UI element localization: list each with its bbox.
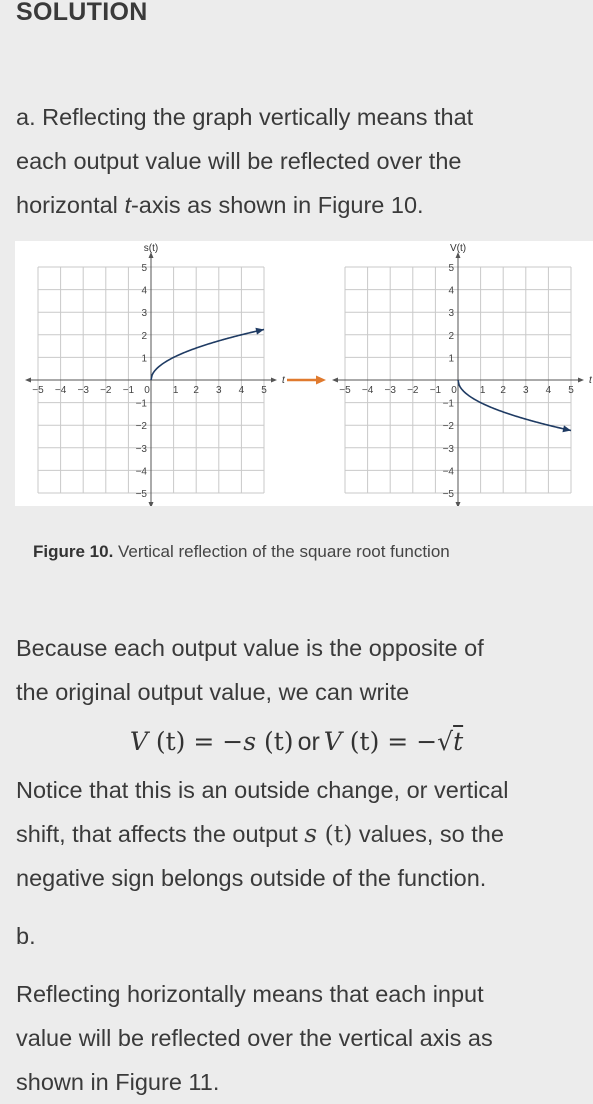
- eq-s: s: [243, 727, 257, 756]
- right-graph-y-tick-label: −1: [442, 398, 454, 410]
- left-graph-y-tick-label: −3: [135, 443, 147, 455]
- eq-t: t: [453, 727, 464, 756]
- right-graph-x-tick-label: 2: [500, 385, 506, 396]
- body1-line-1: Because each output value is the opposite of: [16, 635, 484, 661]
- eq-arg-3: (t) = −√: [341, 727, 454, 756]
- t-variable: t: [124, 192, 131, 218]
- left-graph-y-tick-label: −5: [135, 489, 147, 500]
- left-graph-y-tick-label: 1: [141, 353, 147, 365]
- right-graph-y-tick-label: −2: [442, 421, 454, 433]
- left-graph-y-tick-label: −1: [135, 398, 147, 410]
- left-graph-x-tick-label: −4: [54, 385, 67, 396]
- part-b-line-1: Reflecting horizontally means that each input: [16, 981, 484, 1007]
- left-graph-y-label: s(t): [143, 243, 159, 254]
- right-graph-x-tick-label: 4: [545, 385, 552, 396]
- caption-label: Figure 10.: [33, 542, 114, 561]
- right-graph-y-label: V(t): [449, 243, 467, 254]
- left-graph-x-label: t: [282, 375, 285, 386]
- right-graph-x-tick-label: −2: [407, 385, 419, 396]
- right-graph-y-tick-label: 3: [448, 308, 454, 320]
- right-graph-y-tick-label: 5: [448, 263, 454, 274]
- caption-text: Vertical reflection of the square root function: [113, 542, 450, 561]
- left-graph-y-tick-label: 4: [141, 285, 147, 297]
- figure-10-graphs: [15, 241, 593, 506]
- right-graph-x-tick-label: 0: [451, 385, 457, 396]
- right-graph-x-tick-label: −3: [384, 385, 396, 396]
- solution-heading: SOLUTION: [16, 0, 148, 26]
- left-graph-x-tick-label: 5: [261, 385, 267, 396]
- eq-arg-2: (t): [256, 727, 294, 756]
- left-graph-x-tick-label: −3: [77, 385, 89, 396]
- right-graph-y-tick-label: −5: [442, 489, 454, 500]
- eq-V-2: V: [323, 727, 342, 756]
- body-paragraph-1: [16, 626, 593, 714]
- part-a-line-3: horizontal t-axis as shown in Figure 10.: [16, 192, 424, 218]
- right-graph-x-label: t: [589, 375, 592, 386]
- left-graph-curve: [151, 329, 264, 380]
- left-graph-x-tick-label: −2: [100, 385, 112, 396]
- right-graph-curve-arrowhead: [562, 425, 571, 432]
- equation: [0, 727, 593, 757]
- right-graph-x-tick-label: −4: [361, 385, 374, 396]
- body2-line-1: Notice that this is an outside change, or vertical: [16, 777, 509, 803]
- left-graph-y-tick-label: −2: [135, 421, 147, 433]
- s-variable: s: [304, 819, 318, 848]
- figure-caption: [33, 542, 450, 562]
- left-graph-x-tick-label: 3: [216, 385, 222, 396]
- left-graph-x-tick-label: −1: [122, 385, 135, 396]
- part-b-line-2: value will be reflected over the vertical axis as: [16, 1025, 493, 1051]
- right-graph-y-arrow-down: [456, 502, 461, 506]
- left-graph-x-tick-label: −5: [32, 385, 44, 396]
- left-graph-x-tick-label: 0: [144, 385, 150, 396]
- body1-line-2: the original output value, we can write: [16, 679, 410, 705]
- right-graph-y-tick-label: −4: [442, 466, 454, 478]
- left-graph-x-tick-label: 1: [172, 385, 179, 396]
- part-b-line-3: shown in Figure 11.: [16, 1069, 220, 1095]
- right-graph-x-tick-label: 3: [523, 385, 529, 396]
- part-b-paragraph: [16, 972, 593, 1104]
- part-a-line-2: each output value will be reflected over the: [16, 148, 462, 174]
- right-graph-curve: [458, 380, 571, 431]
- left-graph-y-tick-label: 2: [141, 330, 147, 342]
- right-graph-x-tick-label: −5: [339, 385, 351, 396]
- left-graph-x-tick-label: 4: [238, 385, 245, 396]
- right-graph-x-arrow-left: [332, 378, 338, 383]
- eq-arg-1: (t) = −: [147, 727, 244, 756]
- left-graph-y-tick-label: −4: [135, 466, 147, 478]
- body2-line-2: shift, that affects the output s (t) values, so the: [16, 819, 504, 848]
- body-paragraph-2: [16, 768, 593, 900]
- left-graph-x-arrow-right: [271, 378, 277, 383]
- eq-or: or: [297, 728, 320, 756]
- right-graph-y-tick-label: 1: [448, 353, 454, 365]
- right-graph-x-arrow-right: [578, 378, 584, 383]
- reflection-arrow-head: [316, 376, 326, 385]
- figure-10: [15, 241, 593, 506]
- part-a-line-1: a. Reflecting the graph vertically means that: [16, 104, 474, 130]
- eq-V-1: V: [129, 727, 148, 756]
- right-graph-y-tick-label: −3: [442, 443, 454, 455]
- left-graph-y-arrow-down: [149, 502, 154, 506]
- right-graph-x-tick-label: 1: [479, 385, 486, 396]
- left-graph-y-tick-label: 5: [141, 263, 147, 274]
- right-graph-x-tick-label: −1: [429, 385, 442, 396]
- left-graph-x-arrow-left: [25, 378, 31, 383]
- right-graph-y-tick-label: 2: [448, 330, 454, 342]
- left-graph-y-tick-label: 3: [141, 308, 147, 320]
- body2-line-3: negative sign belongs outside of the function.: [16, 865, 487, 891]
- left-graph-curve-arrowhead: [255, 328, 264, 335]
- part-a-paragraph: [16, 95, 593, 227]
- right-graph-x-tick-label: 5: [568, 385, 574, 396]
- part-b-label: b.: [16, 923, 36, 949]
- left-graph-x-tick-label: 2: [193, 385, 199, 396]
- right-graph-y-tick-label: 4: [448, 285, 454, 297]
